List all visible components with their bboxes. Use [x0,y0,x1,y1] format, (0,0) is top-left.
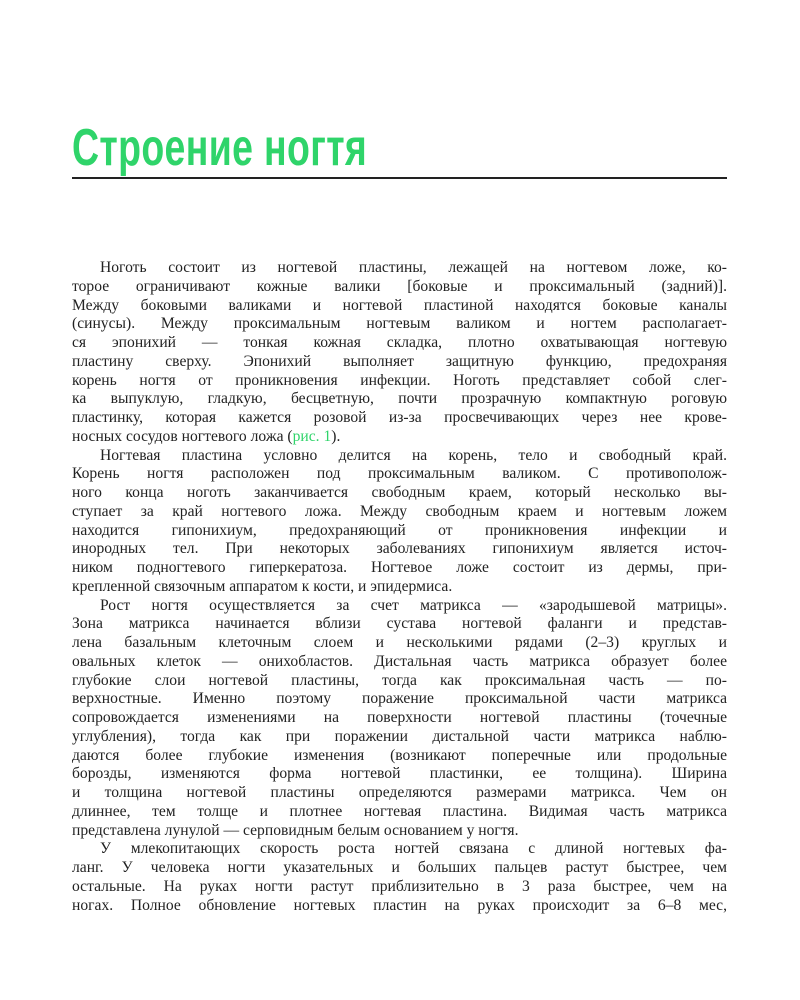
text-line: ка выпуклую, гладкую, бесцветную, почти прозрачную компактную роговую [72,390,727,408]
text-line: ся эпонихий — тонкая кожная складка, плотно охватывающая ногтевую [72,334,727,351]
paragraph-3 [72,597,727,841]
title-divider [72,177,727,179]
text-line: пластину сверху. Эпонихий выполняет защитную функцию, предохраняя [72,352,727,370]
text-line: крепленной связочным аппаратом к кости, и эпидермиса. [72,577,453,595]
text-line: углубления), тогда как при поражении дистальной части матрикса наблю- [72,727,727,745]
text-line: ного конца ноготь заканчивается свободным краем, который несколько вы- [72,484,727,501]
text-line: находится гипонихиум, предохраняющий от проникновения инфекции и [72,521,727,539]
article-body [72,259,727,915]
text-line: Ногтевая пластина условно делится на корень, тело и свободный край. [100,446,727,464]
text-line: Рост ногтя осуществляется за счет матрикса — «зародышевой матрицы». [100,596,727,614]
text-line: ногах. Полное обновление ногтевых пластин на руках происходит за 6–8 мес, [72,896,727,914]
text-line: Корень ногтя расположен под проксимальным валиком. С противополож- [72,465,727,483]
text-line: представлена лунулой — серповидным белым основанием у ногтя. [72,821,519,839]
text-line: ступает за край ногтевого ложа. Между свободным краем и ногтевым ложем [72,502,727,520]
text-line: лена базальным клеточным слоем и несколькими рядами (2–3) круглых и [72,634,727,651]
text-line: Зона матрикса начинается вблизи сустава ногтевой фаланги и представ- [72,615,727,633]
text-line: торое ограничивают кожные валики [боковые и проксимальный (задний)]. [72,277,727,295]
text-line: корень ногтя от проникновения инфекции. Ноготь представляет собой слег- [72,371,727,389]
paragraph-1 [72,259,727,447]
text-line: Между боковыми валиками и ногтевой пластиной находятся боковые каналы [72,296,727,314]
text-line: даются более глубокие изменения (возникают поперечные или продольные [72,746,727,764]
text-line: длиннее, тем толще и плотнее ногтевая пластина. Видимая часть матрикса [72,802,727,820]
text-line: Ноготь состоит из ногтевой пластины, лежащей на ногтевом ложе, ко- [100,259,727,276]
paragraph-4 [72,840,727,915]
text-line: (синусы). Между проксимальным ногтевым валиком и ногтем располагает- [72,315,727,333]
figure-link[interactable]: рис. 1 [292,427,332,445]
paragraph-2 [72,447,727,597]
page-title: Строение ногтя [72,119,368,177]
text-line [72,428,727,447]
text-line: сопровождается изменениями на поверхности ногтевой пластины (точечные [72,709,727,726]
text-line: ланг. У человека ногти указательных и больших пальцев растут быстрее, чем [72,859,727,876]
text-segment: носных сосудов ногтевого ложа ( [72,427,293,445]
text-line: ником подногтевого гиперкератоза. Ногтевое ложе состоит из дермы, при- [72,559,727,576]
text-line: верхностные. Именно поэтому поражение проксимальной части матрикса [72,690,727,708]
text-line: остальные. На руках ногти растут приблизительно в 3 раза быстрее, чем на [72,877,727,895]
text-line: борозды, изменяются форма ногтевой пластинки, ее толщина). Ширина [72,765,727,783]
text-line: инородных тел. При некоторых заболеваниях гипонихиум является источ- [72,540,727,558]
text-line: овальных клеток — онихобластов. Дистальная часть матрикса образует более [72,652,727,670]
text-line: У млекопитающих скорость роста ногтей связана с длиной ногтевых фа- [100,840,727,858]
text-line: пластинку, которая кажется розовой из-за просвечивающих через нее крове- [72,409,727,426]
text-line: и толщина ногтевой пластины определяются размерами матрикса. Чем он [72,784,727,801]
text-segment: ). [331,427,341,445]
text-line: глубокие слои ногтевой пластины, тогда как проксимальная часть — по- [72,671,727,689]
